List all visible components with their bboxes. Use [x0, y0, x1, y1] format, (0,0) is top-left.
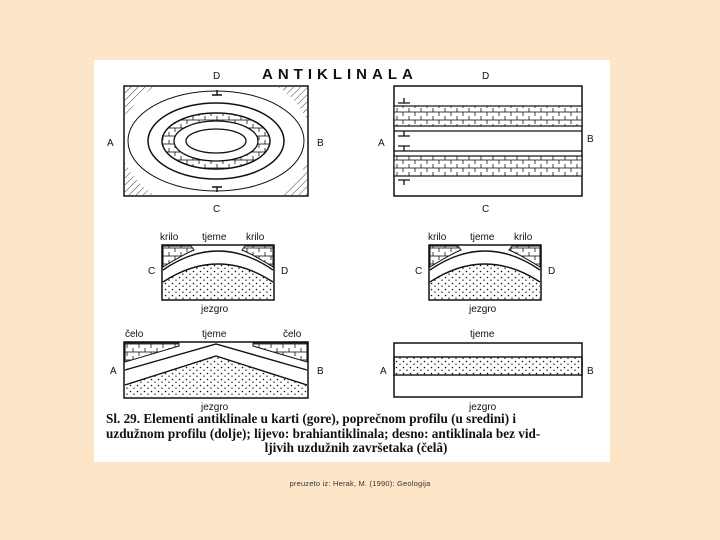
cs-right-label-d: D	[548, 266, 556, 277]
longitudinal-profile-left	[124, 342, 308, 398]
diagram-title: ANTIKLINALA	[262, 66, 418, 83]
figure-caption	[106, 412, 606, 456]
figure-panel	[94, 60, 610, 462]
map-right-label-a: A	[378, 138, 385, 149]
lp-left-celo-2: čelo	[283, 329, 302, 340]
map-left-label-c: C	[213, 204, 221, 215]
map-left-label-a: A	[107, 138, 114, 149]
cs-right-krilo-2: krilo	[514, 232, 533, 243]
lp-right-label-a: A	[380, 366, 387, 377]
longitudinal-profile-right	[394, 343, 582, 397]
cross-section-right	[429, 245, 541, 300]
map-right-label-d: D	[482, 71, 490, 82]
lp-left-celo-1: čelo	[125, 329, 144, 340]
cs-left-label-c: C	[148, 266, 156, 277]
map-right-label-c: C	[482, 204, 490, 215]
anticline-diagram	[94, 60, 610, 462]
cs-left-jezgro: jezgro	[201, 304, 229, 315]
lp-left-label-b: B	[317, 366, 324, 377]
cs-left-krilo-1: krilo	[160, 232, 179, 243]
cross-section-left	[162, 245, 274, 300]
lp-right-label-b: B	[587, 366, 594, 377]
cs-right-tjeme: tjeme	[470, 232, 495, 243]
cs-left-krilo-2: krilo	[246, 232, 265, 243]
cs-left-label-d: D	[281, 266, 289, 277]
cs-right-krilo-1: krilo	[428, 232, 447, 243]
lp-left-tjeme: tjeme	[202, 329, 227, 340]
cs-right-label-c: C	[415, 266, 423, 277]
caption-line-1: Sl. 29. Elementi antiklinale u karti (gore), poprečnom profilu (u sredini) i	[106, 411, 517, 426]
source-credit: preuzeto iz: Herak, M. (1990): Geologija	[289, 479, 431, 488]
lp-left-jezgro: jezgro	[201, 402, 229, 413]
caption-line-3: ljivih uzdužnih završetaka (čelâ)	[264, 440, 448, 455]
cs-right-jezgro: jezgro	[469, 304, 497, 315]
cs-left-tjeme: tjeme	[202, 232, 227, 243]
map-right-label-b: B	[587, 134, 594, 145]
caption-line-2: uzdužnom profilu (dolje); lijevo: brahiantiklinala; desno: antiklinala bez vid-	[106, 425, 541, 441]
lp-right-jezgro: jezgro	[469, 402, 497, 413]
map-anticline	[394, 86, 582, 196]
map-left-label-d: D	[213, 71, 221, 82]
map-left-label-b: B	[317, 138, 324, 149]
lp-right-tjeme: tjeme	[470, 329, 495, 340]
map-brachyanticline	[124, 86, 308, 196]
lp-left-label-a: A	[110, 366, 117, 377]
